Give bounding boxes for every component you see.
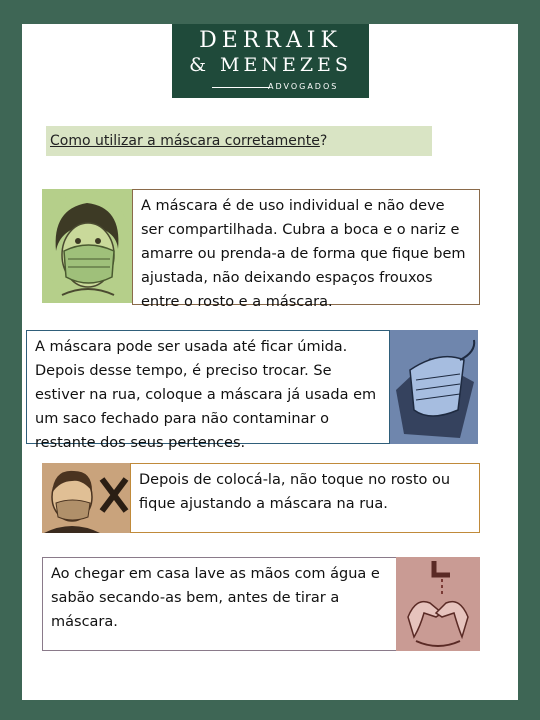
tip-text-2: A máscara pode ser usada até ficar úmida. Depois desse tempo, é preciso trocar. Se estiver na rua, coloque a máscara já usada em um saco fechado para não contaminar o restante dos seus pertences. [35,339,377,451]
logo-line3: ADVOGADOS [268,82,339,91]
no-touch-face-icon [42,463,130,533]
tip-box-2 [26,330,390,451]
title-text: Como utilizar a máscara corretamente [50,133,320,149]
hand-washing-icon [396,557,480,651]
page-title [46,126,432,156]
page [22,24,518,700]
title-suffix: ? [319,133,328,149]
logo-rule [212,87,270,88]
mask-in-bag-icon [390,330,478,444]
tip-box-1 [132,189,480,310]
logo-line2: & MENEZES [189,54,352,76]
tip-box-4 [42,557,398,651]
company-logo [172,24,369,98]
logo-line1: DERRAIK [199,28,342,53]
tip-box-3 [130,463,480,533]
tip-text-3: Depois de colocá-la, não toque no rosto ou fique ajustando a máscara na rua. [139,472,451,512]
masked-person-icon [42,189,132,303]
tip-text-4: Ao chegar em casa lave as mãos com água e sabão secando-as bem, antes de tirar a máscara. [51,566,380,630]
tip-text-1: A máscara é de uso individual e não deve ser compartilhada. Cubra a boca e o nariz e amarre ou prenda-a de forma que fique bem ajustada, não deixando espaços frouxos entre o rosto e a máscara. [141,198,466,310]
